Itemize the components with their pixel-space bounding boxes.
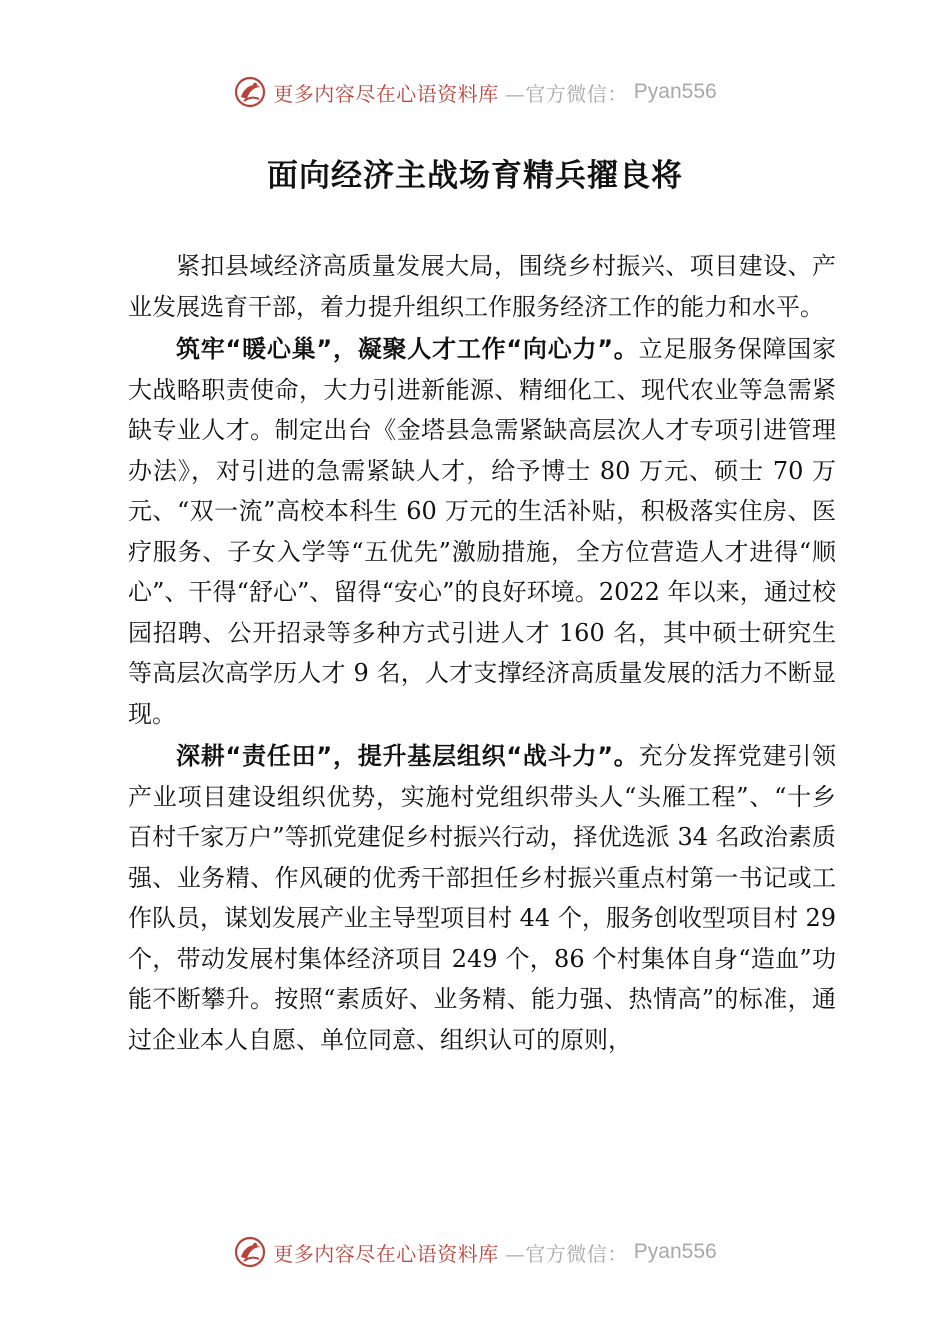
document-title: 面向经济主战场育精兵擢良将 (267, 158, 683, 194)
swirl-logo-icon (233, 1235, 267, 1269)
paragraph-text: 立足服务保障国家大战略职责使命，大力引进新能源、精细化工、现代农业等急需紧缺专业人才。制定出台《金塔县急需紧缺高层次人才专项引进管理办法》，对引进的急需紧缺人才，给予博士 80 万元、硕士 70 万元、“双一流”高校本科生 60 万元的生活补贴，积极落实住房、医疗服务、子女入学等“五优先”激励措施，全方位营造人才进得“顺心”、干得“舒心”、留得“安心”的良好环境。2022 年以来，通过校园招聘、公开招录等多种方式引进人才 160 名，其中硕士研究生等高层次高学历人才 9 名，人才支撑经济高质量发展的活力不断显现。 (128, 335, 837, 728)
banner-main-text: 更多内容尽在心语资料库 (273, 81, 499, 106)
header-banner (0, 70, 950, 114)
banner-main-text: 更多内容尽在心语资料库 (273, 1241, 499, 1266)
banner-wechat-id: Pyan556 (633, 1240, 717, 1263)
footer-banner-content (233, 1235, 716, 1269)
paragraph-lead: 筑牢“暖心巢”，凝聚人才工作“向心力”。 (176, 335, 639, 363)
banner-wechat-id: Pyan556 (633, 80, 717, 103)
banner-sub-text: —官方微信： (504, 81, 628, 106)
banner-sub-text: —官方微信： (504, 1241, 628, 1266)
swirl-logo-icon (233, 75, 267, 109)
paragraph-grassroots (128, 736, 836, 1060)
paragraph-talent (128, 329, 836, 734)
paragraph-lead: 深耕“责任田”，提升基层组织“战斗力”。 (176, 742, 639, 770)
paragraph-intro (128, 246, 836, 327)
paragraph-text: 紧扣县域经济高质量发展大局，围绕乡村振兴、项目建设、产业发展选育干部，着力提升组织工作服务经济工作的能力和水平。 (128, 252, 836, 321)
document-body (128, 246, 836, 1062)
paragraph-text: 充分发挥党建引领产业项目建设组织优势，实施村党组织带头人“头雁工程”、“十乡百村千家万户”等抓党建促乡村振兴行动，择优选派 34 名政治素质强、业务精、作风硬的优秀干部担任乡村振兴重点村第一书记或工作队员，谋划发展产业主导型项目村 44 个，服务创收型项目村 29 个，带动发展村集体经济项目 249 个，86 个村集体自身“造血”功能不断攀升。按照“素质好、业务精、能力强、热情高”的标准，通过企业本人自愿、单位同意、组织认可的原则， (128, 742, 837, 1054)
header-banner-content (233, 75, 716, 109)
footer-banner (0, 1230, 950, 1274)
